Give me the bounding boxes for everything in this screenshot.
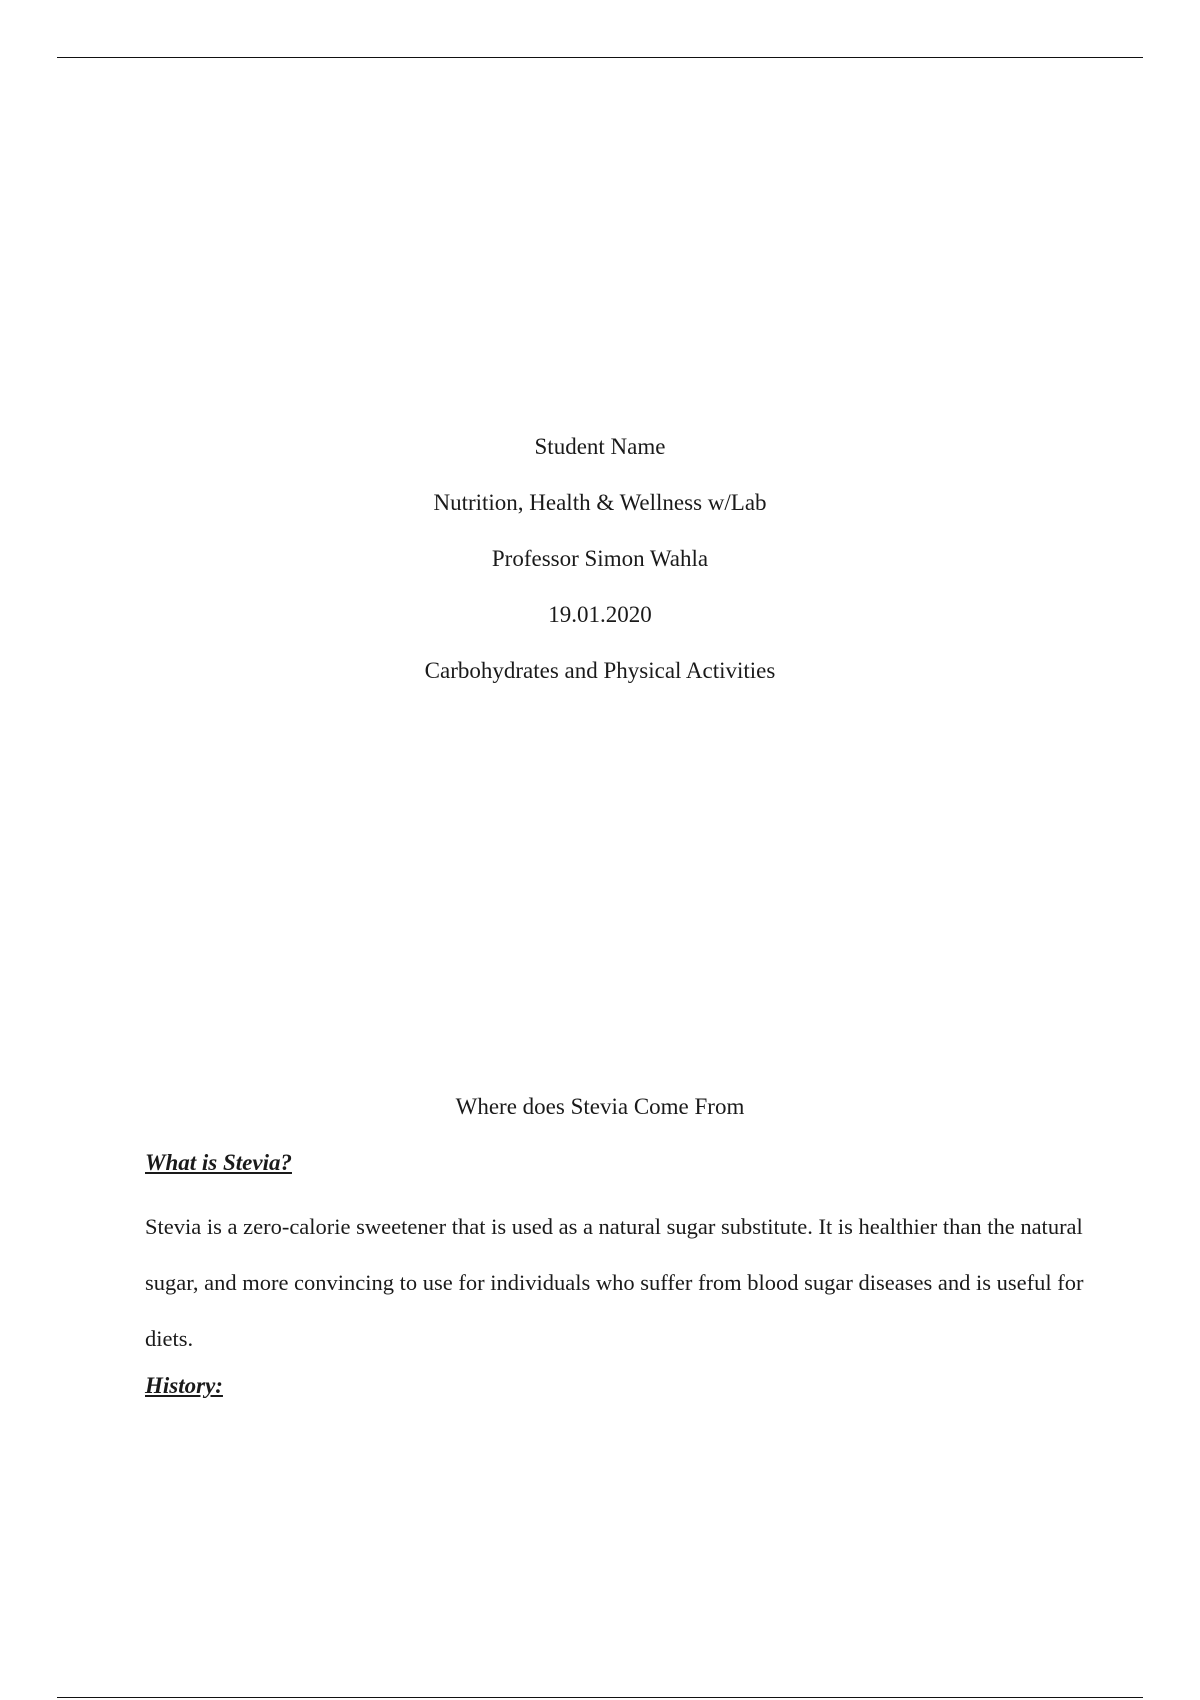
professor-name: Professor Simon Wahla xyxy=(491,546,709,571)
paper-topic: Carbohydrates and Physical Activities xyxy=(424,658,776,683)
section-heading-history: History: xyxy=(145,1373,223,1398)
section-paragraph-what-is-stevia: Stevia is a zero-calorie sweetener that is used as a natural sugar substitute. It is healthier than the natural sugar, and more convincing to use for individuals who suffer from blood sugar diseases and is useful for diets. xyxy=(145,1214,1084,1351)
student-name: Student Name xyxy=(534,434,666,459)
page-top-rule xyxy=(57,57,1143,58)
section-heading-what-is-stevia: What is Stevia? xyxy=(145,1150,292,1175)
date: 19.01.2020 xyxy=(548,602,652,627)
page-bottom-rule xyxy=(57,1697,1143,1698)
course-name: Nutrition, Health & Wellness w/Lab xyxy=(433,490,767,515)
essay-title: Where does Stevia Come From xyxy=(455,1094,745,1119)
title-page-block xyxy=(0,419,1200,699)
